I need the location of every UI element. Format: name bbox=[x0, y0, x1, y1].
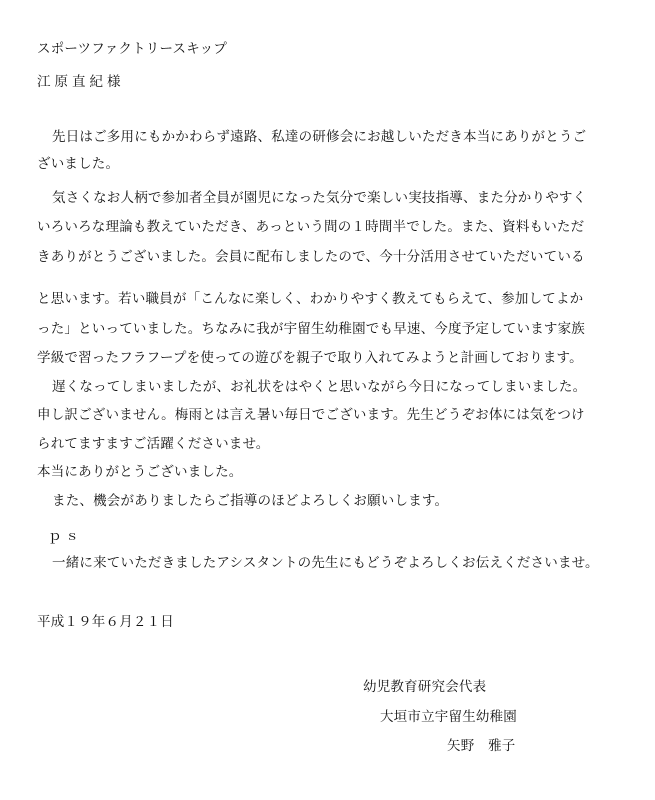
ps-label: ｐｓ bbox=[48, 528, 83, 544]
sender-name: 矢野 雅子 bbox=[447, 738, 516, 754]
body-line: きありがとうございました。会員に配布しましたので、今十分活用させていただいている bbox=[37, 249, 585, 265]
sender-title: 幼児教育研究会代表 bbox=[363, 679, 487, 695]
body-line: 先日はご多用にもかかわらず遠路、私達の研修会にお越しいただき本当にありがとうご bbox=[52, 129, 587, 145]
ps-text: 一緒に来ていただきましたアシスタントの先生にもどうぞよろしくお伝えくださいませ。 bbox=[52, 555, 599, 571]
body-line: 遅くなってしまいましたが、お礼状をはやくと思いながら今日になってしまいました。 bbox=[52, 379, 587, 395]
recipient-name: 江原直紀様 bbox=[37, 74, 125, 90]
body-line: 本当にありがとうございました。 bbox=[37, 464, 243, 480]
sender-org: 大垣市立宇留生幼稚園 bbox=[380, 709, 517, 725]
body-line: いろいろな理論も教えていただき、あっという間の１時間半でした。また、資料もいただ bbox=[37, 219, 585, 235]
letter-date: 平成１９年６月２１日 bbox=[37, 614, 174, 630]
body-line: 気さくなお人柄で参加者全員が園児になった気分で楽しい実技指導、また分かりやすく bbox=[52, 190, 587, 206]
body-line: った」といっていました。ちなみに我が宇留生幼稚園でも早速、今度予定しています家族 bbox=[37, 321, 585, 337]
body-line: られてますますご活躍くださいませ。 bbox=[37, 436, 270, 452]
body-line: 申し訳ございません。梅雨とは言え暑い毎日でございます。先生どうぞお体には気をつけ bbox=[37, 407, 585, 423]
recipient-company: スポーツファクトリースキップ bbox=[37, 41, 228, 57]
body-line: また、機会がありましたらご指導のほどよろしくお願いします。 bbox=[52, 493, 449, 509]
body-line: 学級で習ったフラフープを使っての遊びを親子で取り入れてみようと計画しております。 bbox=[37, 350, 583, 366]
body-line: と思います。若い職員が「こんなに楽しく、わかりやすく教えてもらえて、参加してよか bbox=[37, 291, 584, 307]
body-line: ざいました。 bbox=[37, 156, 120, 172]
